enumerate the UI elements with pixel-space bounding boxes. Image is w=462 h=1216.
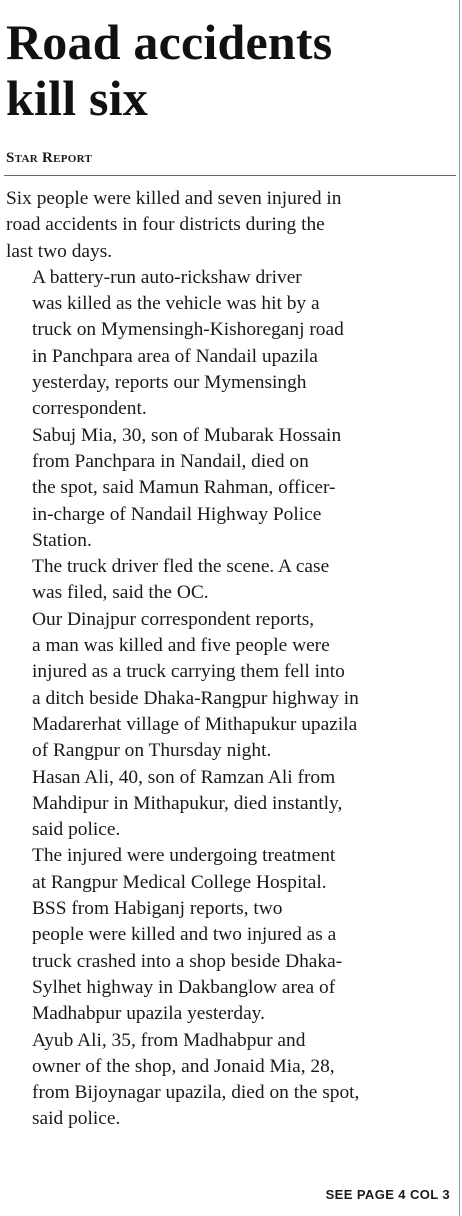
article-line: Six people were killed and seven injured in [6,188,342,209]
article-line: Our Dinajpur correspondent reports, [32,608,315,630]
article-line: Hasan Ali, 40, son of Ramzan Ali from [32,766,336,788]
article-line: The injured were undergoing treatment [32,845,336,867]
article-line: in Panchpara area of Nandail upazila [32,345,318,367]
article-line: Ayub Ali, 35, from Madhabpur and [32,1029,306,1051]
headline-line: kill six [6,70,148,126]
article-line: said police. [32,819,121,841]
article-line: A battery-run auto-rickshaw driver [32,266,302,288]
article-paragraph [6,1028,454,1133]
article-line: Sylhet highway in Dakbanglow area of [32,976,336,998]
article-line: of Rangpur on Thursday night. [32,740,272,762]
article-line: correspondent. [32,398,147,420]
article-body [6,186,454,1133]
article-line: a man was killed and five people were [32,635,330,657]
article-line: was filed, said the OC. [32,582,209,604]
article-line: Madhabpur upazila yesterday. [32,1003,265,1025]
article-line: truck on Mymensingh-Kishoreganj road [32,319,344,341]
article-line: was killed as the vehicle was hit by a [32,293,320,315]
article-paragraph [6,896,454,1027]
article-paragraph [6,607,454,765]
article-line: The truck driver fled the scene. A case [32,556,330,578]
article-line: Madarerhat village of Mithapukur upazila [32,713,358,735]
article-line: Mahdipur in Mithapukur, died instantly, [32,792,343,814]
continuation-note: SEE PAGE 4 COL 3 [325,1187,450,1202]
headline [6,14,446,126]
article-line: BSS from Habiganj reports, two [32,898,283,920]
article-paragraph [6,186,454,265]
article-line: Station. [32,529,92,551]
byline: Star Report [6,150,93,166]
article-paragraph [6,265,454,423]
article-line: said police. [32,1108,121,1130]
article-line: truck crashed into a shop beside Dhaka- [32,950,343,972]
article-line: the spot, said Mamun Rahman, officer- [32,477,336,499]
article-line: in-charge of Nandail Highway Police [32,503,322,525]
article-line: road accidents in four districts during the [6,214,325,236]
article-paragraph [6,423,454,554]
article-line: people were killed and two injured as a [32,924,337,946]
article-line: owner of the shop, and Jonaid Mia, 28, [32,1055,335,1077]
article-line: at Rangpur Medical College Hospital. [32,871,327,893]
article-line: from Bijoynagar upazila, died on the spot, [32,1082,360,1104]
column-rule [459,0,460,1216]
byline-divider [4,175,456,176]
article-line: last two days. [6,240,113,262]
article-paragraph [6,554,454,607]
headline-line: Road accidents [6,14,333,70]
article-line: a ditch beside Dhaka-Rangpur highway in [32,687,359,709]
article-line: yesterday, reports our Mymensingh [32,372,307,394]
article-paragraph [6,765,454,844]
article-paragraph [6,843,454,896]
article-line: from Panchpara in Nandail, died on [32,450,309,472]
article-line: injured as a truck carrying them fell into [32,661,345,683]
article-line: Sabuj Mia, 30, son of Mubarak Hossain [32,424,342,446]
